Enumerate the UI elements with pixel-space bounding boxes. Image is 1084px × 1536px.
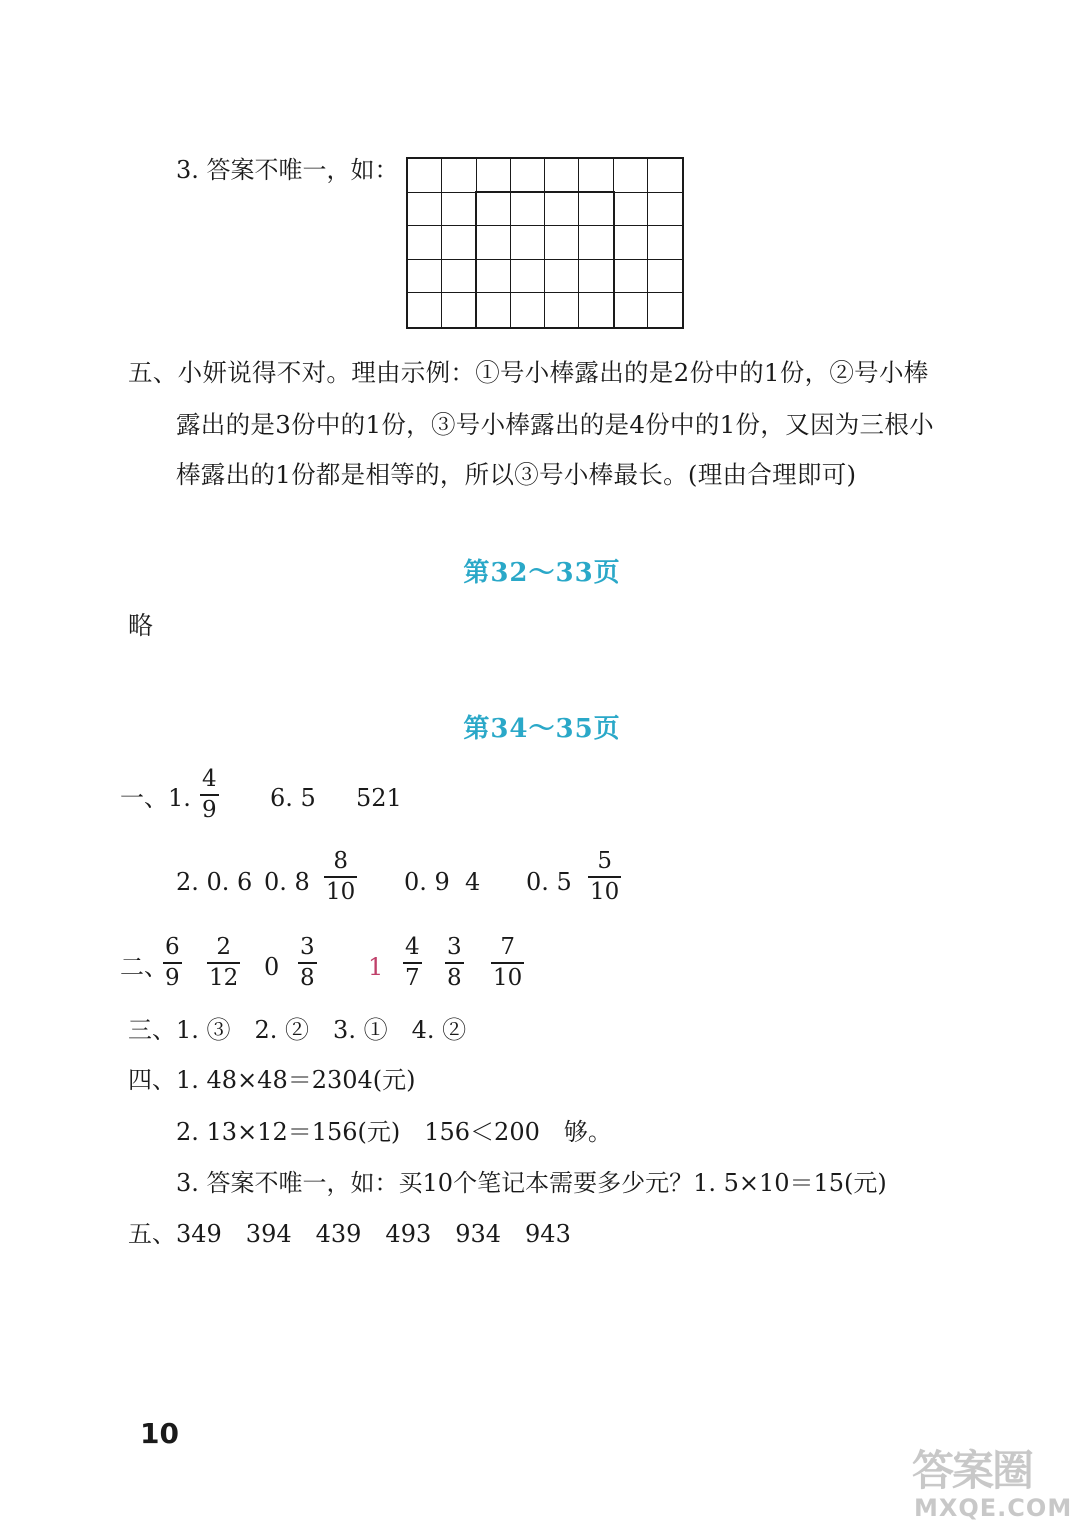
part2-prefix: 二、 [120, 953, 168, 981]
watermark-logo [912, 1438, 1072, 1528]
numerator: 6 [165, 934, 180, 960]
fraction-5-10 [588, 850, 621, 904]
numerator: 3 [300, 934, 315, 960]
denominator: 10 [588, 876, 621, 904]
answer-521: 521 [356, 784, 402, 812]
part5-line-2: 露出的是3份中的1份，③号小棒露出的是4份中的1份，又因为三根小 [176, 410, 934, 439]
denominator: 9 [163, 962, 182, 990]
section-heading-34-35: 第34～35页 [463, 714, 621, 744]
denominator: 8 [298, 962, 317, 990]
answer-4: 4 [465, 868, 481, 896]
grid-cell [545, 260, 579, 294]
grid-cell [648, 293, 682, 327]
part4-line-1: 四、1. 48×48＝2304(元) [128, 1066, 416, 1094]
fraction-6-9 [163, 936, 182, 990]
grid-cell [579, 193, 613, 227]
denominator: 10 [491, 962, 524, 990]
grid-cell [477, 260, 511, 294]
grid-cell [614, 260, 648, 294]
answer-omitted: 略 [128, 611, 154, 640]
denominator: 10 [324, 876, 357, 904]
grid-cell [511, 226, 545, 260]
grid-cell [477, 226, 511, 260]
part1-line2-prefix: 2. 0. 6 [176, 868, 253, 896]
grid-cell [579, 226, 613, 260]
grid-cell [579, 293, 613, 327]
numerator: 2 [216, 934, 231, 960]
grid-cell [648, 226, 682, 260]
grid-cell [579, 159, 613, 193]
watermark-title: 答案圈 [912, 1446, 1033, 1495]
grid-cell [579, 260, 613, 294]
grid-cell [511, 260, 545, 294]
grid-cell [477, 293, 511, 327]
grid-cell [442, 193, 476, 227]
denominator: 12 [207, 962, 240, 990]
part5-answers: 五、349 394 439 493 934 943 [128, 1220, 571, 1248]
grid-cell [545, 293, 579, 327]
fraction-4-7 [403, 936, 422, 990]
answer-0-8: 0. 8 [264, 868, 310, 896]
part4-line-2: 2. 13×12＝156(元) 156＜200 够。 [176, 1118, 612, 1146]
grid-cell [408, 193, 442, 227]
answer-0-9: 0. 9 [404, 868, 450, 896]
grid-cell [442, 226, 476, 260]
grid-cell [511, 293, 545, 327]
part5-line-3: 棒露出的1份都是相等的，所以③号小棒最长。(理由合理即可) [176, 460, 857, 489]
grid-cell [648, 193, 682, 227]
numerator: 4 [405, 934, 420, 960]
item3-label: 3. 答案不唯一，如： [176, 156, 399, 184]
grid-cell [511, 159, 545, 193]
grid-cell [648, 260, 682, 294]
value-one: 1 [368, 953, 384, 981]
grid-cell [614, 293, 648, 327]
denominator: 7 [403, 962, 422, 990]
grid-cell [614, 193, 648, 227]
denominator: 9 [200, 794, 219, 822]
grid-cell [614, 159, 648, 193]
fraction-4-9 [200, 768, 219, 822]
grid-cell [442, 260, 476, 294]
grid-cell [511, 193, 545, 227]
answer-grid [406, 157, 684, 329]
grid-cell [545, 193, 579, 227]
denominator: 8 [445, 962, 464, 990]
fraction-3-8-b [445, 936, 464, 990]
grid-cell [408, 260, 442, 294]
grid-cell [545, 226, 579, 260]
fraction-8-10 [324, 850, 357, 904]
watermark-url: MXQE.COM [914, 1494, 1073, 1522]
part3-answers: 三、1. ③ 2. ② 3. ① 4. ② [128, 1016, 467, 1044]
fraction-3-8 [298, 936, 317, 990]
grid-cell [442, 159, 476, 193]
answer-0-5: 0. 5 [526, 868, 572, 896]
grid-cell [477, 193, 511, 227]
part5-line-1: 五、小妍说得不对。理由示例：①号小棒露出的是2份中的1份，②号小棒 [128, 358, 929, 387]
grid-cell [648, 159, 682, 193]
grid-cell [442, 293, 476, 327]
grid-cell [408, 159, 442, 193]
section-heading-32-33: 第32～33页 [463, 558, 621, 588]
page-number: 10 [140, 1417, 179, 1450]
numerator: 7 [500, 934, 515, 960]
fraction-7-10 [491, 936, 524, 990]
numerator: 5 [597, 848, 612, 874]
value-zero: 0 [264, 953, 280, 981]
part1-prefix: 一、1. [120, 784, 191, 812]
part4-line-3: 3. 答案不唯一，如：买10个笔记本需要多少元？1. 5×10＝15(元) [176, 1169, 887, 1197]
answer-6-5: 6. 5 [270, 784, 316, 812]
numerator: 4 [202, 766, 217, 792]
grid-cell [477, 159, 511, 193]
numerator: 8 [333, 848, 348, 874]
fraction-2-12 [207, 936, 240, 990]
numerator: 3 [447, 934, 462, 960]
grid-cell [408, 293, 442, 327]
grid-cell [614, 226, 648, 260]
grid-cell [408, 226, 442, 260]
grid-cell [545, 159, 579, 193]
